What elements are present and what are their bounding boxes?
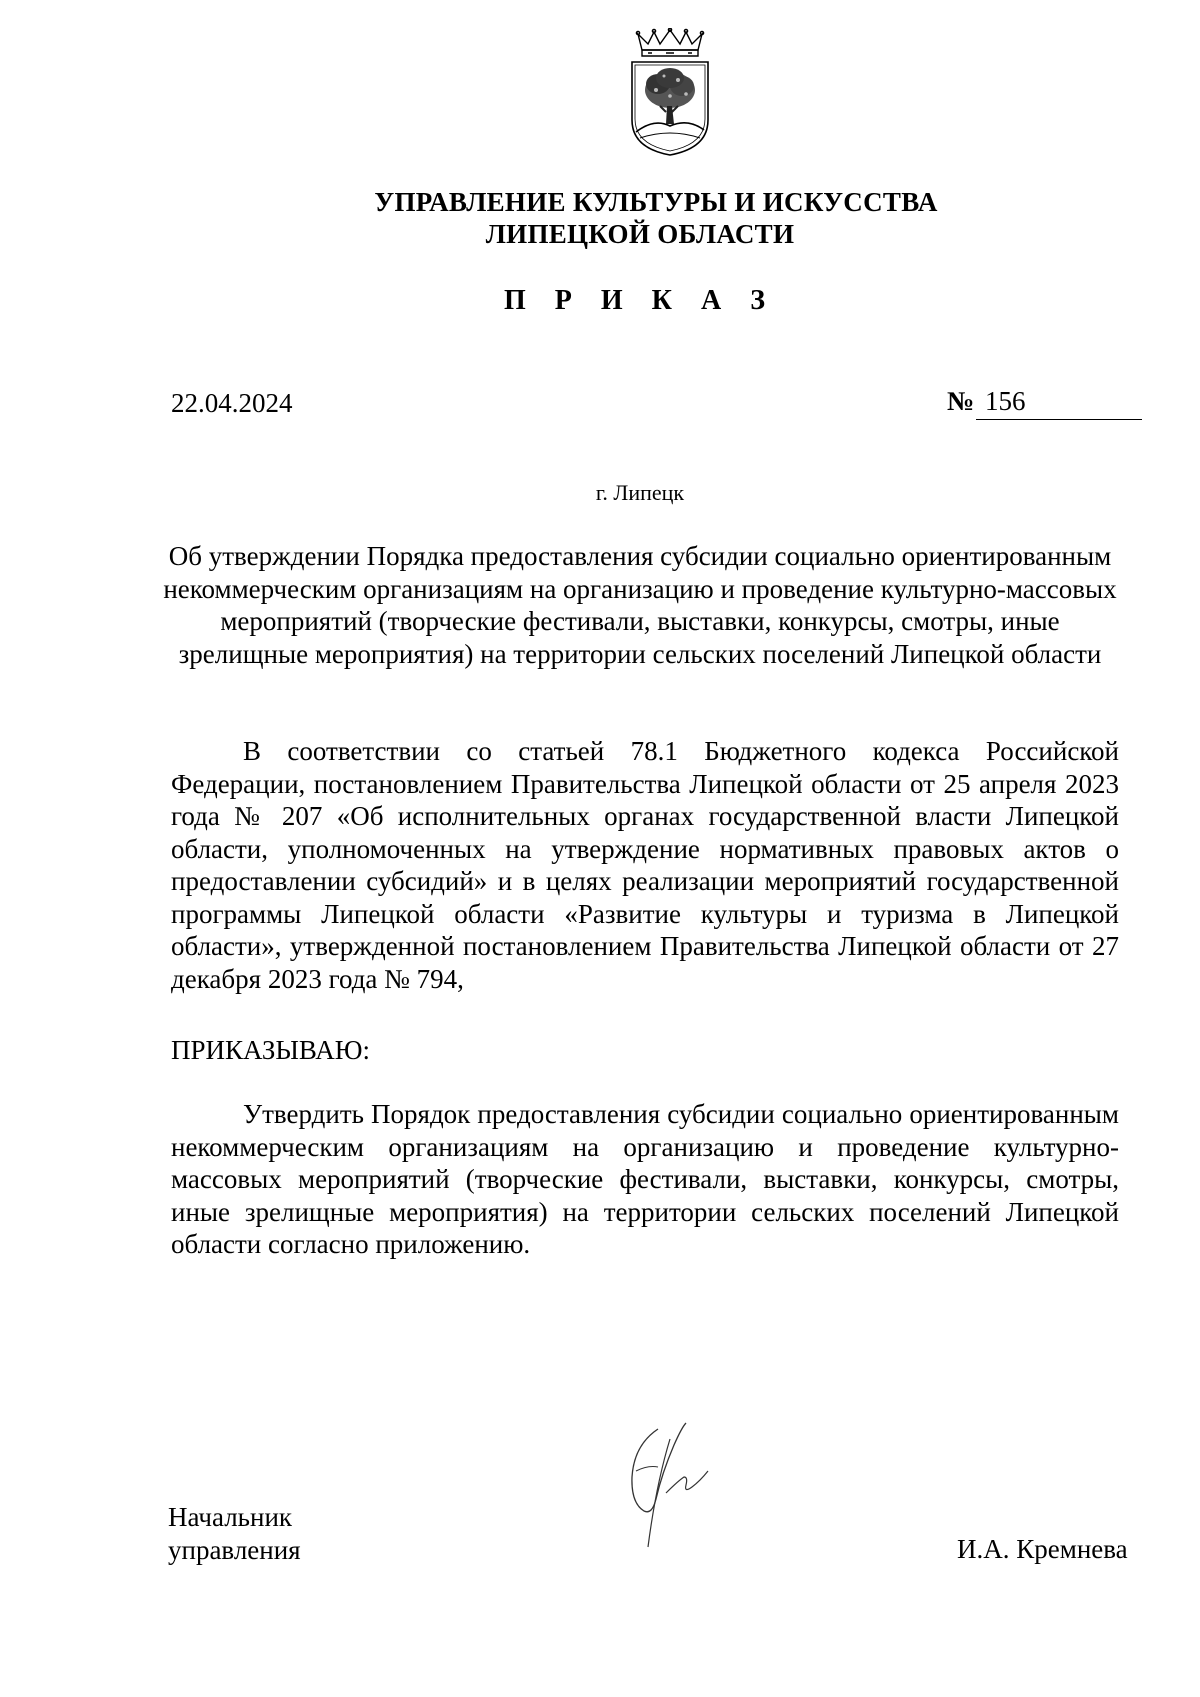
- signer-position-line-2: управления: [168, 1535, 301, 1565]
- crown-icon: [636, 28, 703, 56]
- preamble-paragraph: В соответствии со статьей 78.1 Бюджетного кодекса Российской Федерации, постановлением Правительства Липецкой области от 25 апреля 2023 года № 207 «Об исполнительных органах государственной власти Липецкой области, уполномоченных на утверждение нормативных правовых актов о предоставлении субсидий» и в целях реализации мероприятий государственной программы Липецкой области «Развитие культуры и туризма в Липецкой области», утвержденной постановлением Правительства Липецкой области от 27 декабря 2023 года № 794,: [171, 736, 1119, 994]
- organization-name-line-1: УПРАВЛЕНИЕ КУЛЬТУРЫ И ИСКУССТВА: [374, 187, 938, 217]
- document-date: 22.04.2024: [171, 388, 293, 418]
- order-word: ПРИКАЗЫВАЮ:: [171, 1035, 370, 1065]
- document-number: 156: [976, 386, 1142, 420]
- city: г. Липецк: [595, 480, 685, 505]
- document-type: П Р И К А З: [504, 285, 776, 316]
- hills-icon: [636, 123, 704, 132]
- number-label: №: [947, 386, 975, 416]
- signature-icon: [612, 1415, 717, 1550]
- oak-tree-icon: [645, 68, 695, 124]
- document-subject: Об утверждении Порядка предоставления субсидии социально ориентированным некоммерческим организациям на организацию и проведение культурно-массовых мероприятий (творческие фестивали, выставки, конкурсы, смотры, иные зрелищные мероприятия) на территории сельских поселений Липецкой области: [163, 541, 1117, 669]
- decree-paragraph: Утвердить Порядок предоставления субсидии социально ориентированным некоммерческим организациям на организацию и проведение культурно-массовых мероприятий (творческие фестивали, выставки, конкурсы, смотры, иные зрелищные мероприятия) на территории сельских поселений Липецкой области согласно приложению.: [171, 1099, 1119, 1259]
- signer-name: И.А. Кремнева: [957, 1534, 1128, 1564]
- organization-name-line-2: ЛИПЕЦКОЙ ОБЛАСТИ: [485, 219, 795, 249]
- signer-position: [168, 1501, 301, 1567]
- coat-of-arms-icon: [626, 28, 714, 156]
- signer-position-line-1: Начальник: [168, 1502, 293, 1532]
